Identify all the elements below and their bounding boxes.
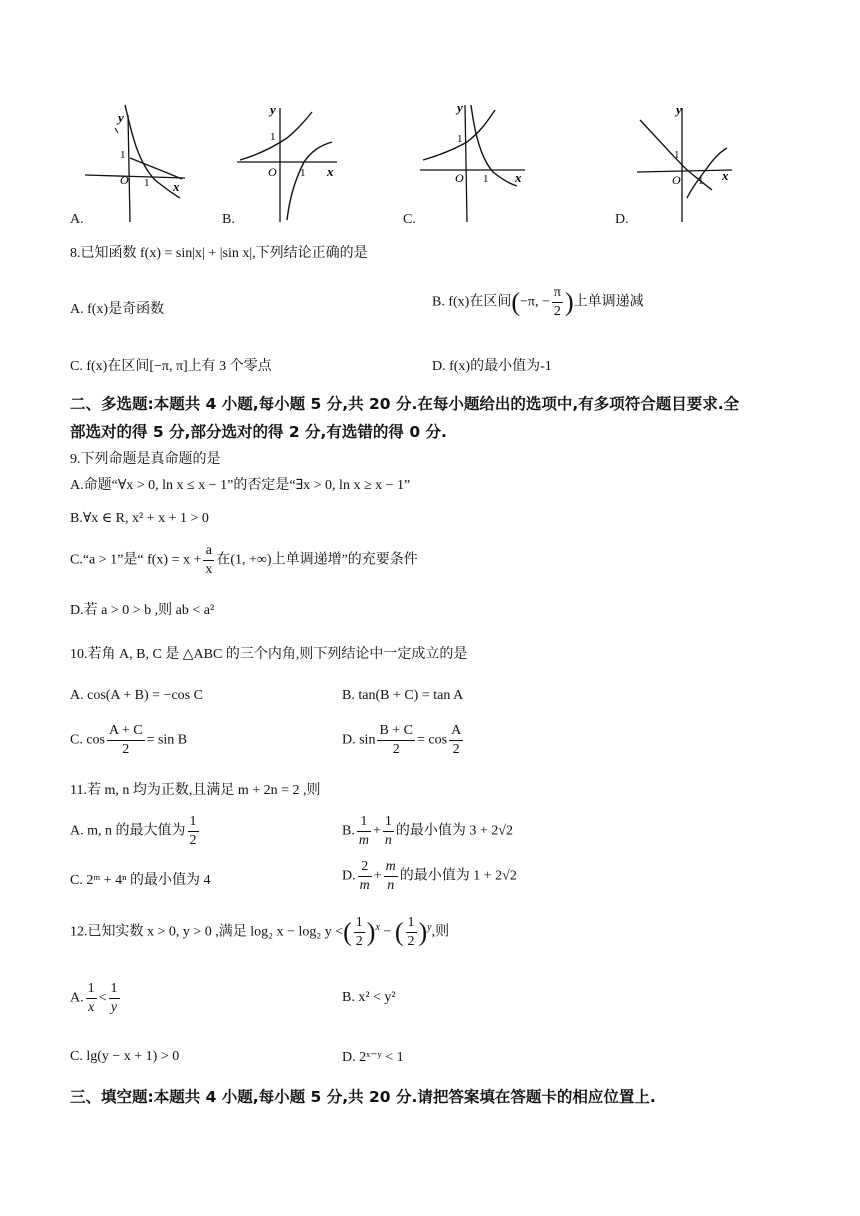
q8-stem: 8.已知函数 f(x) = sin|x| + |sin x|,下列结论正确的是: [70, 246, 368, 261]
graph-option-a-label: A.: [70, 212, 84, 227]
q12-option-a-denominator-1: x: [88, 1000, 95, 1015]
q11-option-a-denominator: 2: [189, 833, 197, 848]
q11-option-d-suffix: 的最小值为 1 + 2√2: [399, 868, 517, 884]
graph-a-x-label: x: [173, 179, 180, 194]
graph-option-b-label: B.: [222, 212, 235, 227]
q11-option-d-numerator-1: 2: [358, 858, 372, 877]
graph-option-b: [232, 100, 362, 225]
graph-d-y-label: y: [676, 102, 682, 117]
graph-option-c: [415, 100, 545, 225]
q10-option-d-numerator: B + C: [377, 722, 415, 741]
q11-option-b-plus: +: [372, 823, 381, 839]
q12-stem-prefix: 12.已知实数 x > 0, y > 0 ,满足 log₂ x − log₂ y <: [70, 924, 344, 940]
graph-option-d-label: D.: [615, 212, 629, 227]
q12-exponent-x: x: [375, 922, 380, 934]
q11-option-b-denominator-1: m: [358, 833, 369, 848]
q9-option-d: D.若 a > 0 > b ,则 ab < a²: [70, 603, 215, 618]
graph-c-one-label: 1: [457, 133, 463, 145]
q12-half-denominator: 2: [355, 934, 363, 949]
graph-d-origin-label: O: [672, 173, 681, 187]
q9-option-b: B.∀x ∈ R, x² + x + 1 > 0: [70, 511, 209, 526]
q11-option-a-prefix: A. m, n 的最大值为: [70, 823, 186, 839]
q12-minus: −: [383, 924, 392, 940]
q8-option-b-suffix: 上单调递减: [573, 294, 644, 310]
graph-d-x-label: x: [722, 168, 729, 183]
graph-c-x-one-label: 1: [483, 173, 489, 185]
q12-option-a-prefix: A.: [70, 990, 84, 1006]
graph-b-y-label: y: [270, 102, 276, 117]
q10-option-c-numerator: A + C: [107, 722, 145, 741]
q9-option-c-suffix: 在(1, +∞)上单调递增”的充要条件: [216, 552, 418, 568]
q12-option-b: B. x² < y²: [342, 990, 396, 1005]
q8-option-d: D. f(x)的最小值为-1: [432, 359, 552, 374]
q11-option-d-denominator-2: n: [387, 878, 395, 893]
q12-option-c: C. lg(y − x + 1) > 0: [70, 1049, 180, 1064]
q12-option-a-denominator-2: y: [110, 1000, 118, 1015]
q11-option-d-prefix: D.: [342, 868, 356, 884]
q11-option-b-denominator-2: n: [384, 833, 392, 848]
graph-b-one-label: 1: [270, 131, 276, 143]
q10-stem: 10.若角 A, B, C 是 △ABC 的三个内角,则下列结论中一定成立的是: [70, 647, 468, 662]
q8-option-c: C. f(x)在区间[−π, π]上有 3 个零点: [70, 359, 272, 374]
q12-option-d: D. 2ˣ⁻ʸ < 1: [342, 1050, 404, 1065]
q10-option-c-prefix: C. cos: [70, 732, 105, 748]
q12-option-a: [70, 980, 122, 1017]
q10-option-a: A. cos(A + B) = −cos C: [70, 688, 203, 703]
graph-a-y-label: y: [118, 110, 124, 125]
q8-option-b-numerator: π: [552, 284, 563, 303]
graph-option-d: [632, 100, 762, 225]
graph-a-x-one-label: 1: [144, 177, 150, 189]
graph-b-x-label: x: [327, 164, 334, 179]
section2-heading-line2: 部选对的得 5 分,部分选对的得 2 分,有选错的得 0 分.: [70, 423, 447, 441]
q9-option-a: A.命题“∀x > 0, ln x ≤ x − 1”的否定是“∃x > 0, ln x ≥ x − 1”: [70, 478, 411, 493]
q11-option-d-denominator-1: m: [359, 878, 370, 893]
q11-option-b-prefix: B.: [342, 823, 355, 839]
q12-stem: 12.已知实数 x > 0, y > 0 ,满足 log₂ x − log₂ y <( $\frac{1}{2}$ )$^x$ − ( $\frac{1}{2}$ )$^y$,则: [70, 915, 450, 949]
q12-option-a-numerator-2: 1: [109, 980, 120, 999]
graph-option-a: [80, 100, 210, 225]
q9-option-c: [70, 542, 418, 579]
q9-stem: 9.下列命题是真命题的是: [70, 452, 221, 467]
q10-option-d-denominator-2: 2: [452, 742, 460, 757]
q8-option-b-denominator: 2: [553, 304, 561, 319]
q12-half-numerator-2: 1: [406, 914, 417, 933]
q12-half-numerator: 1: [354, 914, 365, 933]
q8-option-b: B. f(x)在区间(−π, − $\frac{\pi}{2}$ )上单调递减: [432, 285, 644, 319]
section2-heading-line1: 二、多选题:本题共 4 小题,每小题 5 分,共 20 分.在每小题给出的选项中,有多项符合题目要求.全: [70, 395, 740, 413]
q10-option-d: [342, 722, 465, 759]
q9-option-c-prefix: C.“a > 1”是“ f(x) = x +: [70, 552, 202, 568]
q11-stem: 11.若 m, n 均为正数,且满足 m + 2n = 2 ,则: [70, 783, 321, 798]
q12-stem-suffix: ,则: [431, 924, 450, 940]
q10-option-b: B. tan(B + C) = tan A: [342, 688, 464, 703]
graph-a-origin-label: O: [120, 173, 129, 187]
graph-b-x-one-label: 1: [300, 167, 306, 179]
q11-option-b-numerator-2: 1: [383, 813, 394, 832]
q11-option-b: [342, 813, 513, 850]
graph-d-x-one-label: 1: [698, 175, 704, 187]
q11-option-a-numerator: 1: [188, 813, 199, 832]
q11-option-d-numerator-2: m: [384, 858, 398, 877]
q11-option-b-suffix: 的最小值为 3 + 2√2: [395, 823, 513, 839]
graph-c-y-label: y: [457, 100, 463, 115]
q10-option-d-prefix: D. sin: [342, 732, 376, 748]
q10-option-d-numerator-2: A: [449, 722, 463, 741]
q12-option-a-numerator-1: 1: [86, 980, 97, 999]
q8-option-b-interval: −π, −: [520, 294, 550, 310]
q10-option-c-suffix: = sin B: [146, 732, 188, 748]
q12-option-a-lt: <: [98, 990, 107, 1006]
graph-c-x-label: x: [515, 170, 522, 185]
q11-option-c: C. 2ᵐ + 4ⁿ 的最小值为 4: [70, 873, 211, 888]
q8-option-a: A. f(x)是奇函数: [70, 302, 165, 317]
q8-option-b-prefix: B. f(x)在区间: [432, 294, 512, 310]
q10-option-d-mid: = cos: [417, 732, 448, 748]
q10-option-c-denominator: 2: [122, 742, 130, 757]
q12-exponent-y: y: [427, 922, 432, 934]
q11-option-d: [342, 858, 517, 895]
q9-option-c-numerator: a: [203, 542, 214, 561]
q11-option-a: [70, 813, 201, 850]
q11-option-d-plus: +: [373, 868, 382, 884]
graph-b-origin-label: O: [268, 165, 277, 179]
q10-option-d-denominator: 2: [392, 742, 400, 757]
q11-option-b-numerator-1: 1: [357, 813, 371, 832]
graph-option-c-label: C.: [403, 212, 416, 227]
q12-half-denominator-2: 2: [407, 934, 415, 949]
graph-d-one-label: 1: [674, 149, 680, 161]
section3-heading: 三、填空题:本题共 4 小题,每小题 5 分,共 20 分.请把答案填在答题卡的相应位置上.: [70, 1088, 656, 1106]
graph-a-one-label: 1: [120, 149, 126, 161]
graph-c-origin-label: O: [455, 171, 464, 185]
q9-option-c-denominator: x: [205, 562, 213, 577]
q10-option-c: [70, 722, 187, 759]
